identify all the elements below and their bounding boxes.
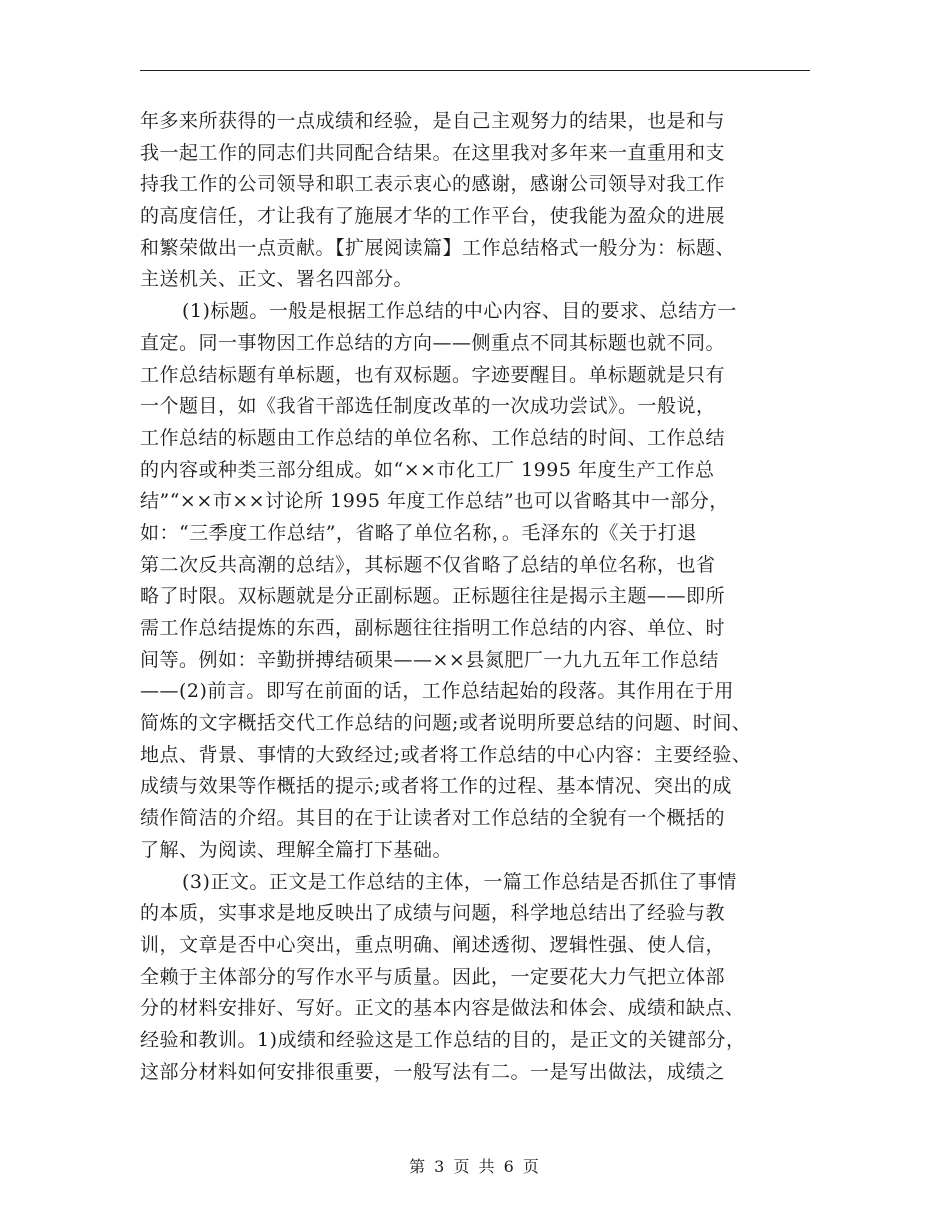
text-line: 如：“三季度工作总结”，省略了单位名称，。毛泽东的《关于打退 xyxy=(140,521,697,544)
text-line: 经验和教训。1)成绩和经验这是工作总结的目的，是正文的关键部分， xyxy=(140,1028,746,1051)
document-body xyxy=(140,106,810,1088)
text-line: 的本质，实事求是地反映出了成绩与问题，科学地总结出了经验与教 xyxy=(140,902,726,925)
text-line: 全赖于主体部分的写作水平与质量。因此，一定要花大力气把立体部 xyxy=(140,965,726,988)
text-line: 间等。例如：辛勤拼搏结硕果——××县氮肥厂一九九五年工作总结 xyxy=(140,648,719,671)
text-line: 直定。同一事物因工作总结的方向——侧重点不同其标题也就不同。 xyxy=(140,331,726,354)
text-line: 简炼的文字概括交代工作总结的问题;或者说明所要总结的问题、时间、 xyxy=(140,712,752,735)
text-line: 地点、背景、事情的大致经过;或者将工作总结的中心内容：主要经验、 xyxy=(140,743,752,766)
text-line: 一个题目，如《我省干部选任制度改革的一次成功尝试》。一般说， xyxy=(140,395,716,418)
text-line: 第二次反共高潮的总结》，其标题不仅省略了总结的单位名称，也省 xyxy=(140,553,716,576)
text-line: 持我工作的公司领导和职工表示衷心的感谢，感谢公司领导对我工作 xyxy=(140,173,726,196)
text-line: ——(2)前言。即写在前面的话，工作总结起始的段落。其作用在于用 xyxy=(140,680,734,703)
text-line: 绩作简洁的介绍。其目的在于让读者对工作总结的全貌有一个概括的 xyxy=(140,807,726,830)
text-line: 我一起工作的同志们共同配合结果。在这里我对多年来一直重用和支 xyxy=(140,141,726,164)
text-line: (1)标题。一般是根据工作总结的中心内容、目的要求、总结方一 xyxy=(182,300,737,323)
text-line: 工作总结标题有单标题，也有双标题。字迹要醒目。单标题就是只有 xyxy=(140,363,726,386)
header-rule xyxy=(140,70,810,71)
text-line: 工作总结的标题由工作总结的单位名称、工作总结的时间、工作总结 xyxy=(140,426,726,449)
text-line: 分的材料安排好、写好。正文的基本内容是做法和体会、成绩和缺点、 xyxy=(140,997,745,1020)
text-line: 主送机关、正文、署名四部分。 xyxy=(140,268,414,291)
text-line: 结”“××市××讨论所 1995 年度工作总结”也可以省略其中一部分， xyxy=(140,490,729,513)
text-line: 的内容或种类三部分组成。如“××市化工厂 1995 年度生产工作总 xyxy=(140,458,715,481)
text-line: (3)正文。正文是工作总结的主体，一篇工作总结是否抓住了事情 xyxy=(182,870,737,893)
text-line: 和繁荣做出一点贡献。【扩展阅读篇】工作总结格式一般分为：标题、 xyxy=(140,236,736,259)
text-line: 成绩与效果等作概括的提示;或者将工作的过程、基本情况、突出的成 xyxy=(140,775,732,798)
text-line: 略了时限。双标题就是分正副标题。正标题往往是揭示主题——即所 xyxy=(140,585,726,608)
page-number-footer: 第 3 页 共 6 页 xyxy=(409,1157,541,1176)
text-line: 需工作总结提炼的东西，副标题往往指明工作总结的内容、单位、时 xyxy=(140,617,726,639)
text-line: 了解、为阅读、理解全篇打下基础。 xyxy=(140,838,453,861)
text-line: 年多来所获得的一点成绩和经验，是自己主观努力的结果，也是和与 xyxy=(140,110,726,132)
text-line: 这部分材料如何安排很重要，一般写法有二。一是写出做法，成绩之 xyxy=(140,1060,726,1083)
text-line: 的高度信任，才让我有了施展才华的工作平台，使我能为盈众的进展 xyxy=(140,205,726,228)
text-line: 训，文章是否中心突出，重点明确、阐述透彻、逻辑性强、使人信， xyxy=(140,933,726,956)
